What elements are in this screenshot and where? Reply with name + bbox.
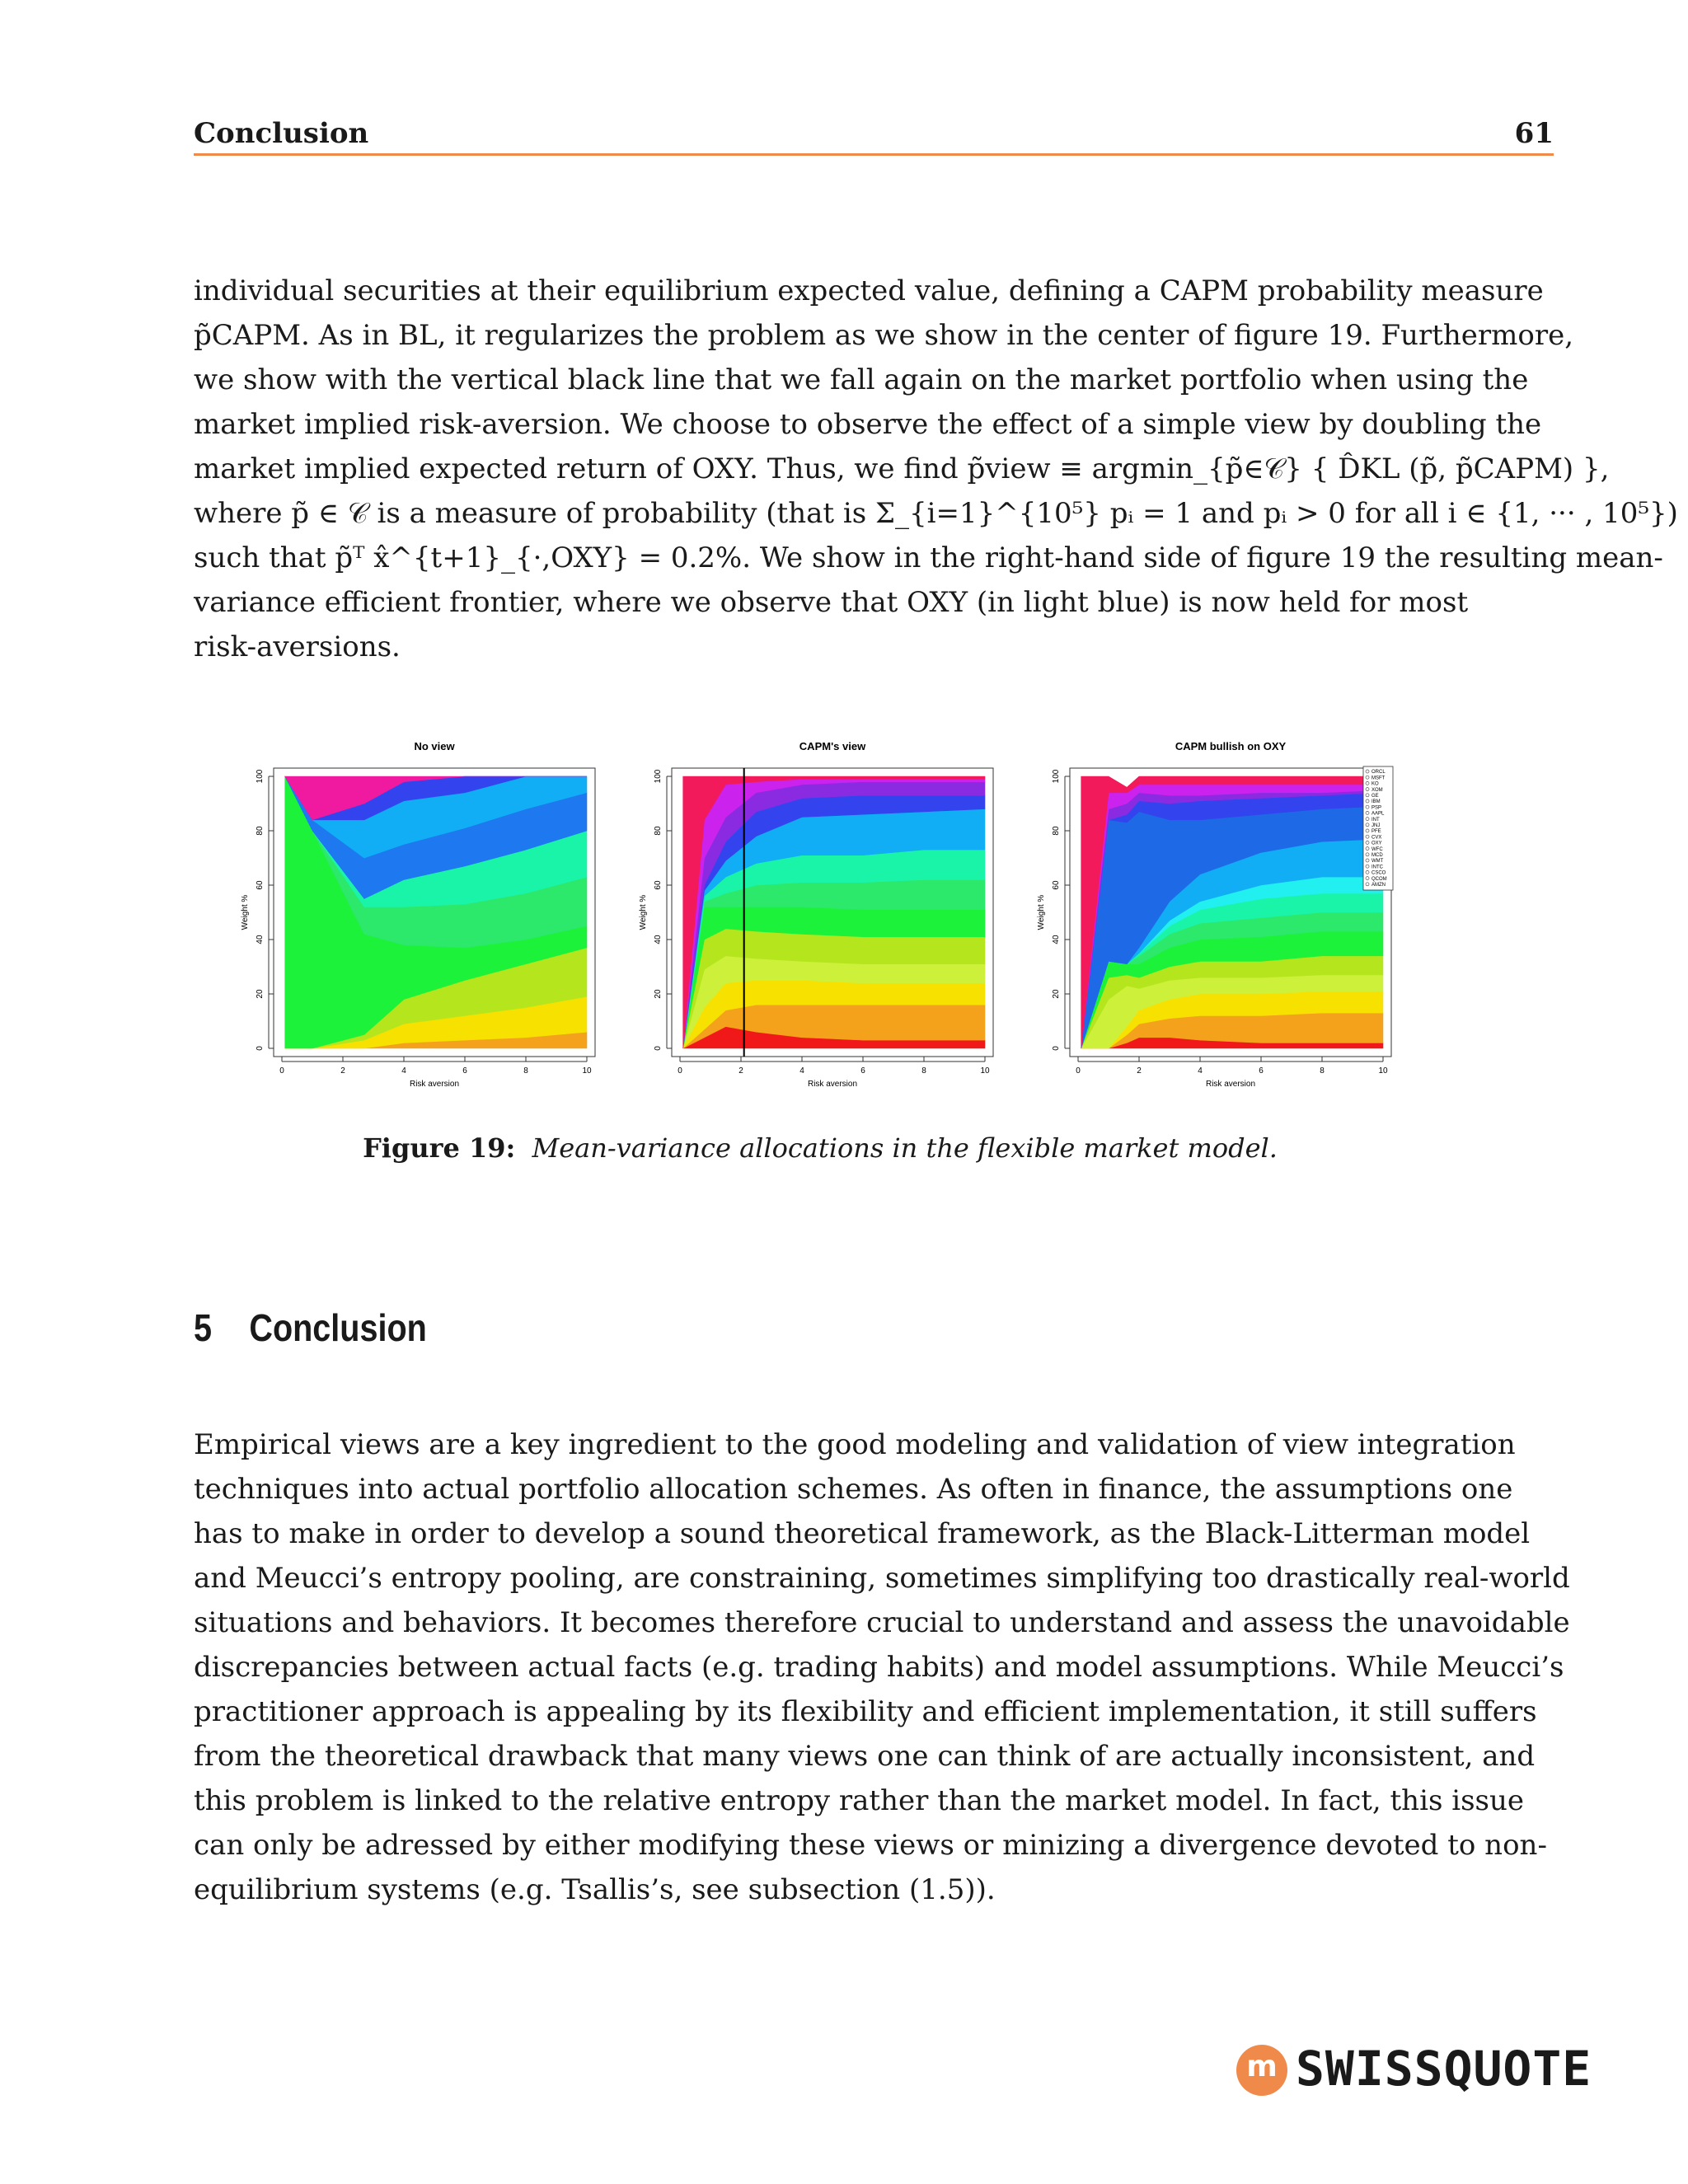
para2-line: can only be adressed by either modifying these views or minizing a divergence devoted to non- [194, 1829, 1547, 1862]
legend-entry: XOM [1372, 787, 1383, 793]
chart-title: No view [414, 740, 455, 752]
y-tick-label: 80 [654, 826, 663, 836]
para2-line: situations and behaviors. It becomes therefore crucial to understand and assess the unavoidable [194, 1606, 1570, 1639]
legend-entry: WMT [1372, 859, 1384, 865]
legend-entry: MCD [1372, 853, 1383, 858]
running-header [194, 115, 1554, 156]
y-tick-label: 80 [1052, 826, 1061, 836]
header-section-title: Conclusion [194, 117, 369, 150]
x-tick-label: 10 [980, 1066, 990, 1076]
x-tick-label: 4 [799, 1066, 804, 1076]
x-tick-label: 8 [921, 1066, 926, 1076]
y-tick-label: 0 [1052, 1046, 1061, 1051]
legend-entry: GE [1372, 794, 1379, 799]
y-tick-label: 0 [654, 1046, 663, 1051]
y-tick-label: 100 [256, 769, 265, 784]
legend-entry: INTC [1372, 865, 1383, 870]
chart-panel [639, 740, 993, 1089]
para2-line: discrepancies between actual facts (e.g. trading habits) and model assumptions. While Meucci’s [194, 1651, 1564, 1684]
para1-line: variance efficient frontier, where we observe that OXY (in light blue) is now held for most [194, 586, 1469, 619]
x-axis-label: Risk aversion [409, 1080, 460, 1089]
swissquote-logo-text: SWISSQUOTE [1296, 2041, 1592, 2097]
para2-line: Empirical views are a key ingredient to the good modeling and validation of view integration [194, 1428, 1516, 1461]
page-number: 61 [1514, 117, 1554, 150]
legend-entry: AAPL [1372, 811, 1385, 817]
figure-label: Figure 19: [363, 1132, 516, 1164]
para2-line: techniques into actual portfolio allocation schemes. As often in finance, the assumptions one [194, 1473, 1513, 1506]
para1-line: individual securities at their equilibrium expected value, defining a CAPM probability measure [194, 274, 1544, 307]
x-tick-label: 2 [1137, 1066, 1142, 1076]
legend-entry: PFE [1372, 829, 1381, 835]
x-tick-label: 6 [462, 1066, 467, 1076]
legend-entry: KO [1372, 781, 1379, 787]
y-tick-label: 20 [256, 989, 265, 999]
legend-entry: ORCL [1372, 770, 1386, 776]
x-tick-label: 4 [401, 1066, 406, 1076]
para1-line: risk-aversions. [194, 630, 401, 663]
x-tick-label: 10 [582, 1066, 592, 1076]
x-tick-label: 8 [523, 1066, 528, 1076]
chart-panel [1037, 740, 1393, 1089]
x-tick-label: 2 [738, 1066, 743, 1076]
x-tick-label: 8 [1320, 1066, 1325, 1076]
y-tick-label: 60 [1052, 880, 1061, 890]
x-tick-label: 0 [678, 1066, 682, 1076]
para1-line: market implied risk-aversion. We choose to observe the effect of a simple view by doubling the [194, 408, 1542, 441]
legend-entry: MSFT [1372, 776, 1386, 781]
para2-line: from the theoretical drawback that many views one can think of are actually inconsistent, and [194, 1740, 1536, 1773]
para2-line: practitioner approach is appealing by its flexibility and efficient implementation, it still suffers [194, 1695, 1537, 1728]
y-axis-label: Weight % [1037, 894, 1046, 930]
legend-entry: IBM [1372, 799, 1381, 805]
section-heading [194, 1305, 427, 1350]
legend-entry: CVX [1372, 835, 1382, 841]
y-tick-label: 0 [256, 1046, 265, 1051]
chart-title: CAPM's view [799, 740, 866, 752]
para1-line: we show with the vertical black line that we fall again on the market portfolio when using the [194, 363, 1529, 396]
para2-line: has to make in order to develop a sound theoretical framework, as the Black-Litterman model [194, 1517, 1531, 1550]
y-tick-label: 20 [654, 989, 663, 999]
x-tick-label: 2 [340, 1066, 345, 1076]
section-number: 5 [194, 1306, 213, 1349]
chart-legend [1363, 766, 1393, 890]
legend-entry: WFC [1372, 846, 1383, 852]
x-tick-label: 0 [1076, 1066, 1081, 1076]
chart-panel [241, 740, 595, 1089]
para1-line: market implied expected return of OXY. Thus, we find p̃view ≡ argmin_{p̃∈𝒞} { D̂KL (p̃, p̃CAPM) }, [194, 452, 1610, 485]
x-axis-label: Risk aversion [1205, 1080, 1256, 1089]
x-axis-label: Risk aversion [807, 1080, 858, 1089]
y-tick-label: 40 [654, 935, 663, 944]
x-tick-label: 6 [860, 1066, 865, 1076]
figure-caption [194, 1132, 1447, 1164]
y-axis-label: Weight % [241, 894, 250, 930]
para2-line: this problem is linked to the relative entropy rather than the market model. In fact, this issue [194, 1784, 1524, 1817]
para2-line: and Meucci’s entropy pooling, are constraining, sometimes simplifying too drastically real-world [194, 1562, 1570, 1595]
y-tick-label: 40 [256, 935, 265, 944]
legend-entry: PSP [1372, 805, 1382, 811]
y-tick-label: 60 [654, 880, 663, 890]
legend-entry: JNJ [1372, 823, 1381, 828]
x-tick-label: 0 [279, 1066, 284, 1076]
x-tick-label: 10 [1378, 1066, 1388, 1076]
y-tick-label: 60 [256, 880, 265, 890]
para1-line: such that p̃ᵀ x̂^{t+1}_{·,OXY} = 0.2%. We show in the right-hand side of figure 19 the resulting mean- [194, 541, 1663, 574]
chart-title: CAPM bullish on OXY [1175, 740, 1287, 752]
figure-caption-text: Mean-variance allocations in the flexible market model. [532, 1132, 1278, 1164]
y-axis-label: Weight % [639, 894, 648, 930]
y-tick-label: 100 [1052, 769, 1061, 784]
para2-line: equilibrium systems (e.g. Tsallis’s, see subsection (1.5)). [194, 1873, 996, 1906]
swissquote-logo-icon: m [1236, 2045, 1287, 2096]
y-tick-label: 20 [1052, 989, 1061, 999]
section-title: Conclusion [249, 1306, 427, 1349]
legend-entry: QCOM [1372, 876, 1387, 882]
y-tick-label: 80 [256, 826, 265, 836]
y-tick-label: 100 [654, 769, 663, 784]
x-tick-label: 4 [1198, 1066, 1203, 1076]
x-tick-label: 6 [1259, 1066, 1264, 1076]
para1-line: where p̃ ∈ 𝒞 is a measure of probability (that is Σ_{i=1}^{10⁵} pᵢ = 1 and pᵢ > 0 for all i ∈ {1, ··· , 10⁵}) [194, 497, 1678, 530]
legend-entry: CSCO [1372, 870, 1386, 876]
y-tick-label: 40 [1052, 935, 1061, 944]
swissquote-logo [1236, 2041, 1599, 2098]
legend-entry: AMZN [1372, 883, 1386, 888]
legend-entry: OXY [1372, 841, 1382, 846]
figure-19-charts [231, 717, 1426, 1096]
para1-line: p̃CAPM. As in BL, it regularizes the problem as we show in the center of figure 19. Furthermore, [194, 319, 1574, 352]
paragraph-conclusion [194, 1422, 1570, 1912]
paragraph-capm-view [194, 269, 1678, 669]
legend-entry: INT [1372, 817, 1380, 823]
